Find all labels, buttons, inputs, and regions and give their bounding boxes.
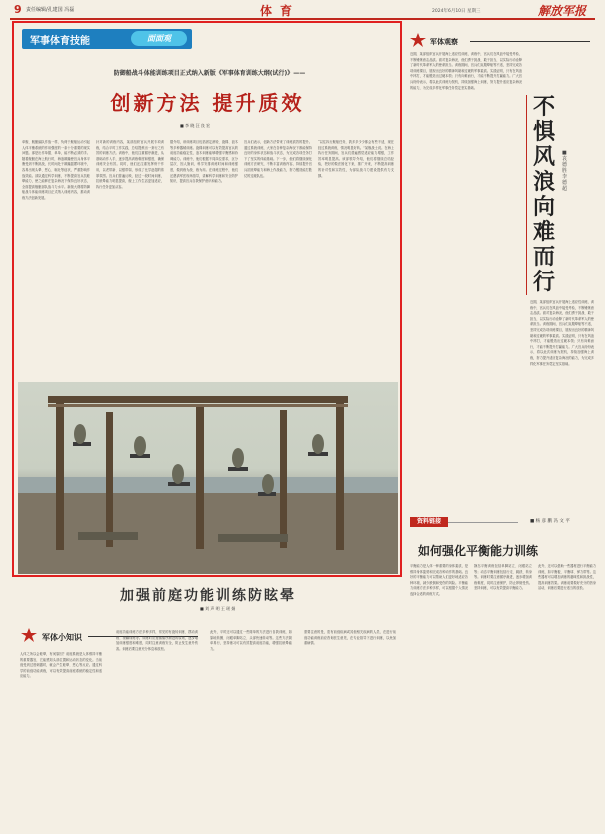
article-byline: ■ 李 晓 汪 良 宏	[180, 123, 211, 128]
resource-link-label: 资料链接	[410, 517, 448, 527]
section-rule	[448, 522, 518, 523]
sub-article-column-1: 人体之所以会眩晕，有何原因？前庭系统是人体维持平衡的重要器官，它能感知头部位置和运动状态的变化。当前庭受到过度刺激时，就会产生眩晕、恶心等反应。通过科学的前庭功能训练，可以有效提高前庭系统的稳定性和适应能力。	[20, 652, 102, 679]
page-number: 9	[14, 3, 22, 16]
article-column-5: “以往执行舰船任务，我多多少少都会有些不适，现在经过系统训练，情况明显好转。”某舰战士说。在海上执行任务期间，官兵们普遍感觉适应能力增强，工作效率明显提高。该部领导介绍，他们将继续总结经验，把好的做法固化下来，推广开来，不断提高训练的针对性和实效性，为部队战斗力建设提供有力支撑。	[318, 140, 394, 178]
sub-article-headline: 加强前庭功能训练防眩晕	[120, 588, 296, 604]
masthead-rule	[10, 18, 595, 20]
observation-body: 近期，某部组织官兵开展海上适应性训练，训练中，官兵们在风浪中接受考验，不断锤炼意志品质。面对复杂海况，他们勇于挑战、敢于担当，以实际行动诠释了新时代革命军人的使命担当。训练期间，官兵们克服晕船等不适，坚持完成各项训练课目，展现出良好的精神风貌和过硬的军事素质。实践证明，只有在风浪中摔打，才能锻造出过硬本领；只有向难而行，才能不断提升打赢能力。广大官兵纷纷表示，将以此次训练为契机，持续加强海上训练，努力提升适应复杂海况的能力，为完成多样化军事任务奠定坚实基础。	[410, 52, 522, 90]
resource-link-headline: 如何强化平衡能力训练	[418, 544, 539, 558]
resource-column-1: 平衡能力是人体一种重要的身体素质，是维持身体姿势和完成各种动作的基础。良好的平衡能力可以帮助人们更好地适应各种环境，减少跌倒和受伤的风险。平衡能力训练方法多种多样，可以根据个人情况选择合适的训练方式。	[410, 564, 468, 596]
sub-article-column-2: 前庭功能训练方法多种多样，常见的有旋转训练、摆动训练、滚翻训练等。训练时应遵循循序渐进的原则，逐步增加训练强度和难度，同时注意训练安全，防止发生意外伤害。训练后要注意充分休息和放松。	[116, 630, 198, 651]
training-frame-graphic	[18, 382, 398, 574]
observation-body-cont: 近期，某部组织官兵开展海上适应性训练，训练中，官兵们在风浪中接受考验，不断锤炼意志品质。面对复杂海况，他们勇于挑战、敢于担当，以实际行动诠释了新时代革命军人的使命担当。训练期间，官兵们克服晕船等不适，坚持完成各项训练课目，展现出良好的精神风貌和过硬的军事素质。实践证明，只有在风浪中摔打，才能锻造出过硬本领；只有向难而行，才能不断提升打赢能力。广大官兵纷纷表示，将以此次训练为契机，持续加强海上训练，努力提升适应复杂海况的能力，为完成多样化军事任务奠定坚实基础。	[530, 300, 594, 366]
article-column-2: 针对新的训练内容，某部组织官兵开展专项训练，结合平时工作实践，总结提炼出一套行之有效的训练方法。训练中，他们注重循序渐进，从基础动作入手，逐步提高训练难度和强度，确保训练安全有效。同时，他们还注重发挥骨干作用，以老带新、以强带弱，形成了比学赶超的浓厚氛围。官兵们普遍反映，经过一段时间训练，抗眩晕能力明显提高，舰上工作生活更加适应，执行任务更加从容。	[96, 140, 164, 189]
resource-column-2: 静态平衡训练包括单脚站立、闭眼站立等；动态平衡训练包括行走、跳跃、转身等。训练时要注意循序渐进，逐步增加训练难度，同时注意保护，防止摔倒受伤。坚持训练，可以有效提高平衡能力。	[474, 564, 532, 591]
newspaper-logo: 解放军报	[538, 4, 587, 18]
sub-article-byline: ■ 刘 声 明 王 瑶 娟	[200, 606, 236, 611]
issue-date: 2024年6月10日 星期三	[432, 9, 481, 14]
star-icon	[408, 33, 428, 47]
article-kicker: 防御船战斗体能训练项目正式纳入新版《军事体育训练大纲(试行)》——	[113, 70, 306, 77]
resource-link-byline: ■ 杨 彦 鹏 冯 文 平	[530, 519, 570, 524]
sub-article-column-3: 此外，平时还可以通过一些简单的方法进行自我训练，如原地转圈、闭眼单脚站立、头部快速转动等。这些方法简单易行，坚持练习可以有效提高前庭功能，增强抗眩晕能力。	[210, 630, 292, 651]
resource-column-3: 此外，还可以借助一些器材进行平衡能力训练，如平衡板、平衡球、弹力带等。这些器材可以增加训练的趣味性和挑战性，提高训练效果。训练前要做好充分的热身活动，训练后要进行适当的放松。	[538, 564, 596, 591]
editors: 责任编辑/孔建国 冯磊	[26, 7, 75, 13]
column-banner-label: 军事体育技能	[30, 36, 90, 47]
star-icon	[20, 628, 38, 642]
observation-title: 军体观察	[430, 38, 458, 46]
article-column-4: 官兵们表示，创新方法带来了训练质效的提升。通过系统训练，大家在各种复杂海况下都能保持良好的身体状态和战斗状态，为完成各项任务打下了坚实的体能基础。下一步，他们将继续深化训练方法研究，不断丰富训练内容，持续提升官兵抗眩晕能力和海上作战能力，努力锻造能打胜仗的过硬队伍。	[244, 140, 312, 178]
military-knowledge-title: 军体小知识	[42, 633, 82, 642]
sub-article-column-4: 需要注意的是，患有前庭疾病或其他相关疾病的人员，在进行前庭功能训练前应咨询医生意见，在专业指导下进行训练，以免加重病情。	[304, 630, 396, 646]
observation-headline: 不惧风浪 向难而行	[532, 94, 555, 295]
article-column-3: 据介绍，该训练项目包括固定滚轮、旋梯、浪木等多种器械训练。旋梯训练可以有效提高官兵的前庭功能稳定性，浪木训练能够增强平衡感和协调能力。训练中，他们根据不同岗位需求，区分层次、因人施训，科学安排训练时间和训练强度，做到练为战、练为用。在训练过程中，他们还邀请军医现场指导，讲解科学训练和安全防护知识，提高官兵自我保护意识和能力。	[170, 140, 238, 184]
section-rule	[470, 41, 590, 42]
column-banner-tag: 面面观	[131, 31, 187, 46]
section-title: 体育	[260, 4, 301, 18]
article-headline: 创新方法 提升质效	[110, 91, 305, 115]
observation-byline: ■ 袁 德 胜 李 德 超	[562, 150, 568, 192]
column-divider	[526, 95, 527, 295]
training-photo	[18, 382, 398, 574]
article-column-1: 单舰、舰艇编队作战一样，负荷于舰船运动引起人体平衡系统的作用强度的一条十分重要的现实问题。那是出作单据、单单，能不断必须的手。随着舰艇在海上航行时，海浪颠簸使官兵身体平衡受到不断挑战，长时间处于颠簸摇摆环境中，容易出现头晕、恶心、呕吐等症状，严重影响作战效能。部队通过科学训练，不断提高官兵抗眩晕能力，使之能够在复杂海况下保持良好状态，全面提高舰艇部队战斗力水平。新版大纲将防御船战斗体能训练项目正式纳入训练内容，推动训练方法创新发展。	[22, 140, 90, 200]
